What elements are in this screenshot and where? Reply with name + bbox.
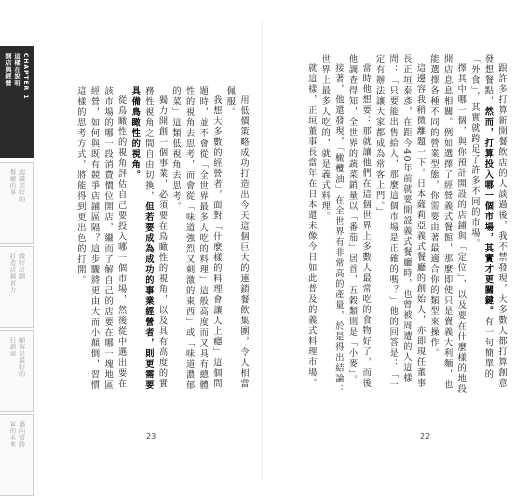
chapter-tab-5-line-1: 邁向常勝 — [17, 421, 25, 448]
chapter-tab-2[interactable] — [0, 162, 34, 244]
right-page-text — [272, 54, 508, 398]
chapter-tab-active[interactable] — [0, 46, 34, 158]
body-text: 就這樣，正垣董事長當年在日本還未像今日如此普及的義式料理市場。 — [305, 63, 317, 389]
body-text: 我想大多數的經營者，面對「什麼樣的料理會讓人上癮」這個問題時，並不會從「全世界最多人吃的料理」這般高度而又具有總體性的視角去思考，而會從「味道強烈又刺激的東西」或「味道濃郁的菜」這類低視角去思考。 — [170, 86, 222, 391]
chapter-tab-4[interactable] — [0, 330, 34, 412]
left-page-paragraph — [73, 86, 127, 398]
body-text: 獨力開創一個事業，必須要在鳥瞰性的視角，以及具有高度的實務性視角之間自由切換， — [142, 86, 168, 390]
body-text: 用低價策略成功打造出今天這個巨大的連鎖餐飲集團，令人相當佩服。 — [224, 86, 249, 390]
right-page-paragraph — [304, 54, 318, 398]
left-page-text — [50, 86, 250, 398]
right-page-paragraph — [467, 54, 508, 398]
right-page-paragraph — [426, 54, 467, 398]
chapter-tab-5[interactable] — [0, 414, 34, 496]
chapter-tab-4-line-1: 顧客是最好的 — [17, 337, 25, 378]
highlight-text: 然而，打算投入哪一個市場，其實才更關鍵。 — [482, 106, 494, 317]
chapter-tab-2-line-2: 餐廳的事 — [8, 169, 16, 196]
right-page-number: 22 — [420, 432, 431, 441]
page-gutter — [262, 20, 263, 480]
chapter-tab-4-line-2: 行銷商 — [8, 337, 16, 358]
left-page-number: 23 — [146, 432, 157, 441]
body-text: 有一句簡單的「外食」，其實就跨足了許多不同的市場。 — [468, 54, 494, 380]
body-text: 這邊容我稍微離題一下。日本薩莉亞義式餐廳的創始人，亦即現任董事長正垣泰彥，在距今40年前就要開設義式餐廳時，也曾被周遭的人這樣問：「只要能出售給人，那麼這個市場是正確的嗎？」他的回答是：「一定有辦法讓大家都成為常客上門。」 — [373, 54, 426, 390]
chapter-tab-5-line-2: 軍的未來 — [8, 421, 16, 448]
right-page-paragraph — [318, 54, 345, 398]
chapter-side-tabs — [0, 0, 34, 500]
left-page-paragraph — [168, 86, 222, 398]
body-text: 擇其中哪一個，與你預計開設的店鋪與「定位」，以及要在什麼樣的地段開店息息相關。例如選擇了經營義式餐館，那麼即使只是賣義大利麵，也能選擇各種不同的營業型態，你需要由著最適合你的類型來操作。 — [428, 54, 467, 395]
chapter-tab-2-line-1: 認識美好的 — [17, 169, 25, 203]
chapter-label: CHAPTER 1 — [22, 53, 29, 100]
body-text: 當時他想要：那就讓他們在這個世界上多數人最常吃的食物好了，而後他調查得知，全世界的蔬菜銷量以「番茄」居首，五穀類則是「小麥」。 — [346, 54, 372, 389]
chapter-tab-line-2: 開店與經營 — [4, 53, 11, 87]
body-text: 跟許多打算新開餐飲店的人談過後，我不禁發現，大多數人都打算創意發想餐點， — [482, 54, 507, 389]
chapter-tab-3[interactable] — [0, 246, 34, 328]
left-page-paragraph — [223, 86, 250, 398]
chapter-tab-3-line-1: 做好計劃 — [17, 253, 25, 280]
highlight-text: 但若要成為成功的事業經營者，則更需要具備鳥瞰性的視角。 — [129, 86, 154, 391]
right-page-paragraph — [345, 54, 372, 398]
right-page-paragraph — [372, 54, 426, 398]
body-text: 從鳥瞰性的視角評估自己要投入哪一個市場，然後從中選出要在該市場的哪一段消費價位開店，繼而了解自己的店要在哪一塊地區經營，如何與既有競爭店鋪區隔？這步驟將更由大而小顛倒，習慣這樣的思考方式，將能得到更出色的打開。 — [74, 86, 127, 391]
left-page-paragraph — [128, 86, 169, 398]
chapter-tab-line-1: 這樣在說明 — [13, 53, 20, 87]
body-text: 接著，他還發現，「橄欖油」在全世界有非常高的產量，於是得出結論：世界上最多人吃的，就是義式料理。 — [319, 54, 344, 395]
chapter-tab-3-line-2: 打造店鋪實力 — [8, 253, 16, 294]
